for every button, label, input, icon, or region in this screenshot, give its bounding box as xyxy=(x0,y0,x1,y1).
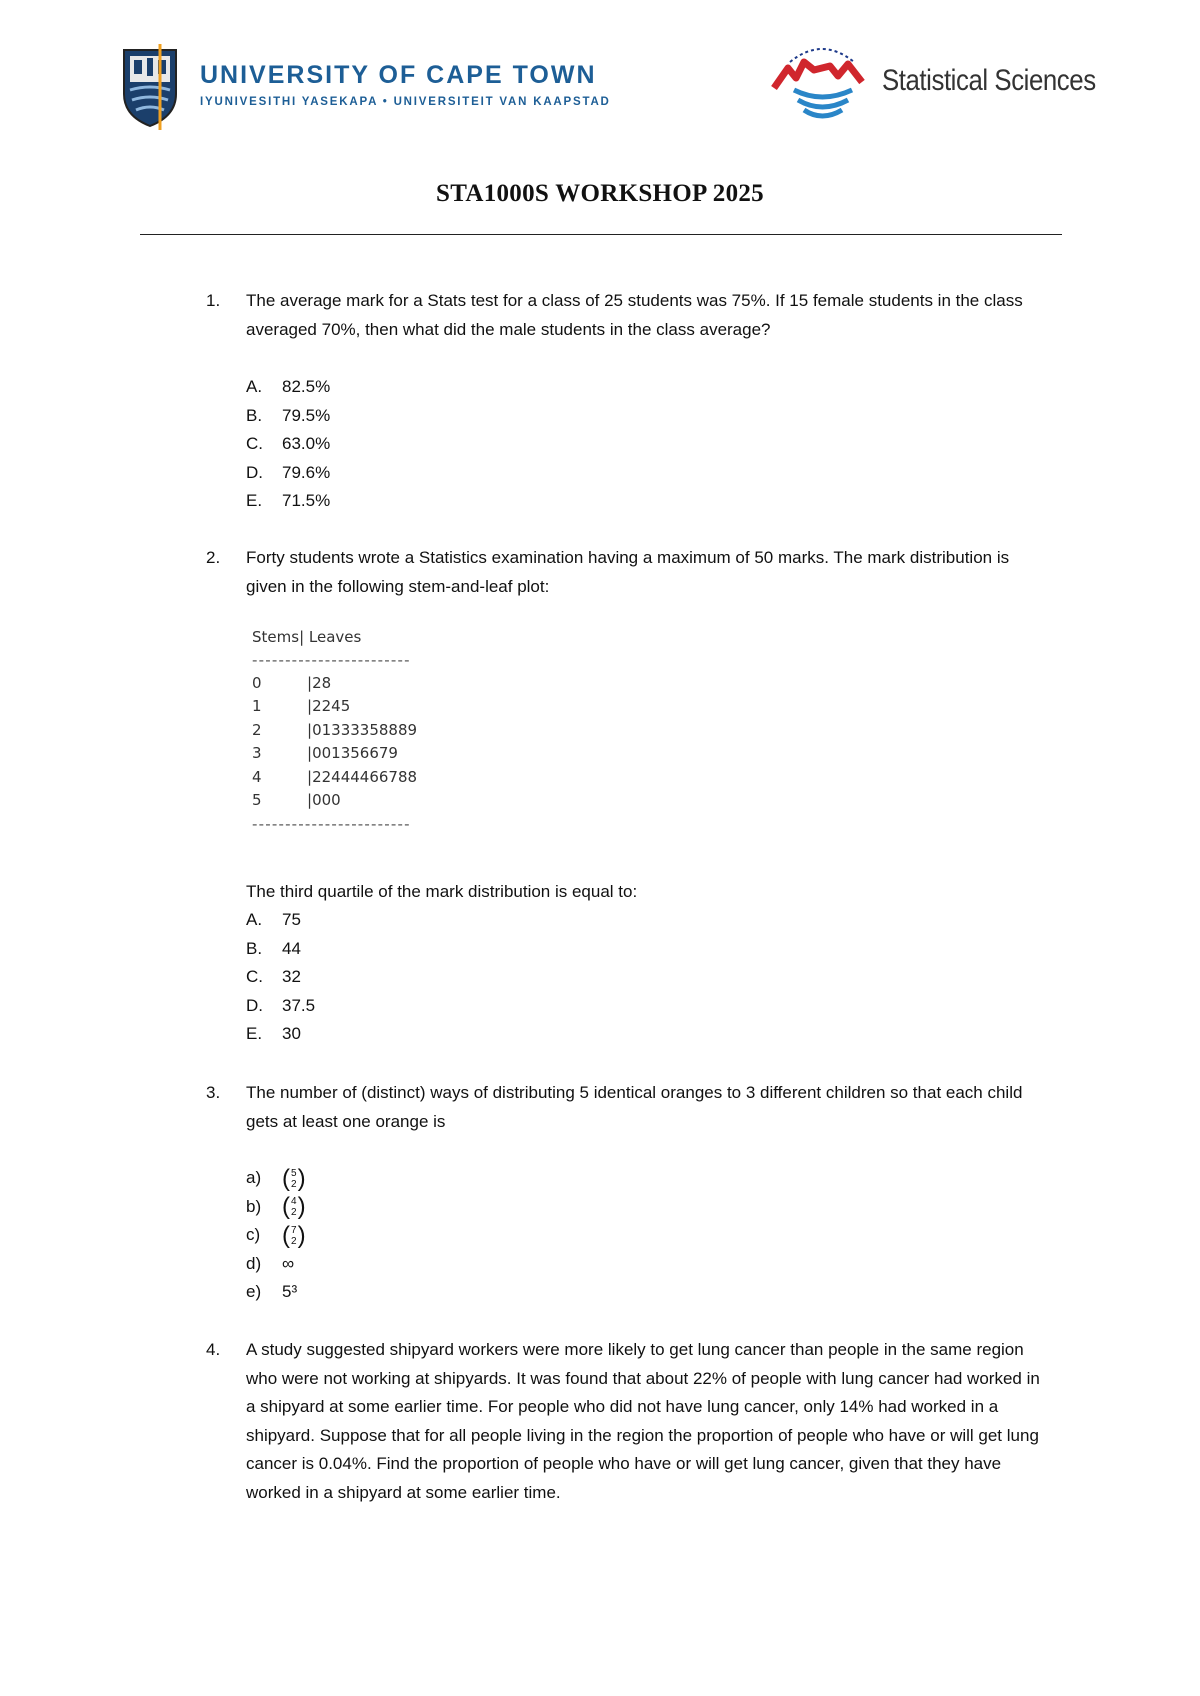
plot-divider-top: ------------------------ xyxy=(252,651,411,669)
option-value: 71.5% xyxy=(282,491,331,511)
plot-row xyxy=(252,766,512,789)
department-name: Statistical Sciences xyxy=(882,64,1096,97)
option-b xyxy=(246,1193,306,1222)
leaf-separator: | xyxy=(307,767,313,786)
binomial-coefficient: ( 4 2 ) xyxy=(282,1193,306,1221)
option-label: E. xyxy=(246,491,263,511)
statistical-sciences-logo xyxy=(770,40,1096,128)
question-number: 2. xyxy=(206,548,221,567)
option-c xyxy=(246,1221,306,1250)
option-d xyxy=(246,1250,306,1279)
uct-logo xyxy=(120,44,640,130)
option-label: c) xyxy=(246,1225,261,1245)
option-d xyxy=(246,992,315,1021)
question-2-options xyxy=(246,906,315,1049)
option-value: 5³ xyxy=(282,1282,298,1302)
option-value: 63.0% xyxy=(282,434,331,454)
plot-row xyxy=(252,789,512,812)
infinity-symbol: ∞ xyxy=(282,1253,295,1273)
option-e xyxy=(246,1020,315,1049)
uct-crest-icon xyxy=(120,44,184,130)
option-label: C. xyxy=(246,434,263,454)
question-3 xyxy=(206,1079,1046,1136)
option-label: A. xyxy=(246,377,263,396)
option-label: D. xyxy=(246,995,263,1015)
stem-value: 3 xyxy=(252,744,262,763)
option-label: E. xyxy=(246,1024,263,1044)
option-value: 79.5% xyxy=(282,405,331,425)
option-a xyxy=(246,1164,306,1193)
plot-divider-bottom: ------------------------ xyxy=(252,815,411,834)
leaf-values: 001356679 xyxy=(312,744,398,763)
question-number: 1. xyxy=(206,291,221,310)
university-subtitle: IYUNIVESITHI YASEKAPA • UNIVERSITEIT VAN KAAPSTAD xyxy=(200,96,611,108)
binomial-bottom: 2 xyxy=(291,1178,297,1190)
header-separator: | xyxy=(299,628,309,646)
question-3-options xyxy=(246,1164,306,1307)
option-a xyxy=(246,906,315,935)
leaves-header: Leaves xyxy=(308,628,362,646)
plot-header xyxy=(252,626,512,648)
question-1 xyxy=(206,287,1046,344)
option-label: B. xyxy=(246,405,263,425)
question-2 xyxy=(206,544,1046,601)
option-d xyxy=(246,459,330,488)
leaf-separator: | xyxy=(307,674,313,692)
question-text: The average mark for a Stats test for a class of 25 students was 75%. If 15 female students in the class averaged 70%, then what did the male students in the class average? xyxy=(246,291,1023,339)
binomial-top: 7 xyxy=(291,1224,297,1236)
question-text: Forty students wrote a Statistics examination having a maximum of 50 marks. The mark distribution is given in the following stem-and-leaf plot: xyxy=(246,548,1010,596)
university-name: UNIVERSITY OF CAPE TOWN xyxy=(200,61,597,89)
page-header xyxy=(0,0,1200,150)
binomial-top: 4 xyxy=(291,1196,297,1208)
question-1-options xyxy=(246,373,330,516)
leaf-values: 01333358889 xyxy=(312,720,418,739)
stems-header: Stems xyxy=(252,628,300,646)
option-value: 32 xyxy=(282,967,301,987)
leaf-values: 000 xyxy=(312,790,341,809)
option-value: 79.6% xyxy=(282,462,331,482)
option-e xyxy=(246,1278,306,1307)
option-c xyxy=(246,430,330,459)
plot-row xyxy=(252,695,512,718)
option-value: 30 xyxy=(282,1024,301,1044)
stem-value: 4 xyxy=(252,767,262,786)
question-prompt: The third quartile of the mark distribution is equal to: xyxy=(246,882,638,901)
option-b xyxy=(246,935,315,964)
option-label: b) xyxy=(246,1196,262,1216)
leaf-values: 2245 xyxy=(312,697,351,716)
option-b xyxy=(246,402,330,431)
binomial-coefficient: ( 7 2 ) xyxy=(282,1221,306,1249)
binomial-bottom: 2 xyxy=(291,1207,297,1219)
option-label: D. xyxy=(246,462,263,482)
leaf-separator: | xyxy=(307,720,313,739)
leaf-separator: | xyxy=(307,697,313,716)
option-c xyxy=(246,963,315,992)
option-label: A. xyxy=(246,910,263,929)
option-value: 82.5% xyxy=(282,377,331,396)
binomial-bottom: 2 xyxy=(291,1235,297,1247)
option-e xyxy=(246,487,330,516)
plot-row xyxy=(252,672,512,695)
option-label: a) xyxy=(246,1168,262,1187)
question-2-prompt xyxy=(206,878,1046,907)
question-text: A study suggested shipyard workers were more likely to get lung cancer than people in the same region who were not working at shipyards. It was found that about 22% of people with lung cancer had worked in a shipyard at some earlier time. For people who did not have lung cancer, only 14% had worked in a shipyard. Suppose that for all people living in the region the proportion of people who have or will get lung cancer is 0.04%. Find the proportion of people who have or will get lung cancer, given that they have worked in a shipyard at some earlier time. xyxy=(246,1340,1040,1502)
option-value: 44 xyxy=(282,938,301,958)
binomial-top: 5 xyxy=(291,1167,297,1179)
leaf-values: 28 xyxy=(312,674,332,692)
stem-value: 0 xyxy=(252,674,262,692)
question-text: The number of (distinct) ways of distributing 5 identical oranges to 3 different children so that each child gets at least one orange is xyxy=(246,1083,1023,1131)
plot-row xyxy=(252,742,512,765)
stem-value: 5 xyxy=(252,790,262,809)
option-label: C. xyxy=(246,967,263,987)
question-number: 4. xyxy=(206,1340,221,1359)
plot-row xyxy=(252,719,512,742)
stem-value: 1 xyxy=(252,697,262,716)
option-label: d) xyxy=(246,1253,262,1273)
stem-and-leaf-plot xyxy=(252,626,512,836)
stem-value: 2 xyxy=(252,720,262,739)
option-a xyxy=(246,373,330,402)
option-value: 37.5 xyxy=(282,995,316,1015)
leaf-separator: | xyxy=(307,744,313,763)
option-label: B. xyxy=(246,938,263,958)
question-4 xyxy=(206,1336,1046,1507)
title-divider xyxy=(140,234,1062,235)
option-value: 75 xyxy=(282,910,301,929)
leaf-values: 22444466788 xyxy=(312,767,418,786)
binomial-coefficient: ( 5 2 ) xyxy=(282,1164,306,1192)
page-title: STA1000S WORKSHOP 2025 xyxy=(436,180,764,207)
leaf-separator: | xyxy=(307,790,313,809)
statistical-sciences-emblem-icon xyxy=(770,40,874,128)
question-number: 3. xyxy=(206,1083,221,1102)
option-label: e) xyxy=(246,1282,262,1302)
